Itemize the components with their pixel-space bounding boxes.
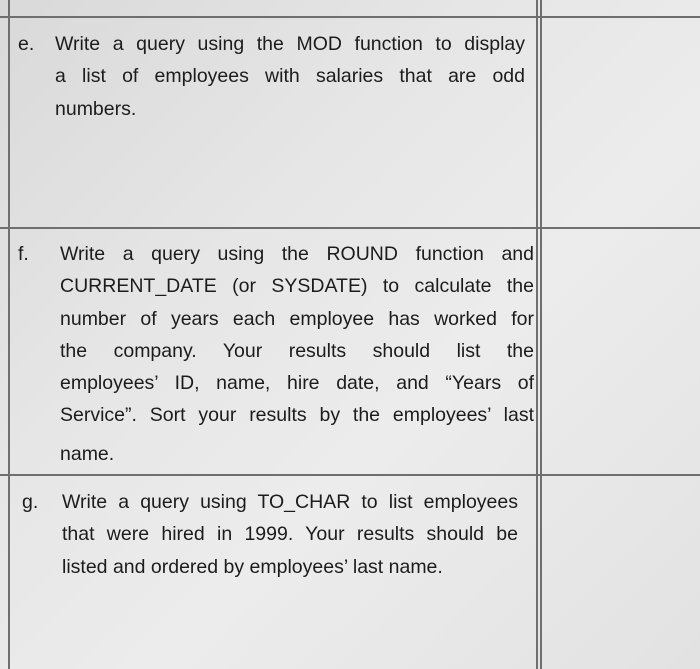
question-line: Service”. Sort your results by the employees’ last [60, 404, 534, 427]
question-line: a list of employees with salaries that are odd [55, 65, 525, 88]
question-line: numbers. [55, 97, 137, 120]
question-line: number of years each employee has worked for [60, 307, 534, 330]
question-line: Write a query using the MOD function to display [55, 33, 525, 55]
question-marker: e. [18, 33, 35, 55]
question-line: listed and ordered by employees’ last name. [62, 555, 443, 578]
table-top-border [0, 16, 700, 18]
row-divider-e-f [0, 227, 700, 229]
question-marker: f. [18, 243, 29, 265]
question-text [55, 28, 525, 125]
table-column-divider-2 [540, 0, 542, 669]
question-line: CURRENT_DATE (or SYSDATE) to calculate the [60, 275, 534, 298]
question-line: the company. Your results should list the [60, 339, 534, 362]
question-line: Write a query using TO_CHAR to list employees [62, 491, 518, 513]
question-marker: g. [22, 491, 39, 513]
question-line: that were hired in 1999. Your results should be [62, 523, 518, 546]
question-text [60, 238, 534, 470]
question-line: Write a query using the ROUND function and [60, 243, 534, 265]
question-line: name. [60, 442, 115, 465]
question-line: employees’ ID, name, hire date, and “Years of [60, 372, 534, 395]
question-text [62, 486, 518, 583]
row-divider-f-g [0, 474, 700, 476]
table-column-divider [536, 0, 538, 669]
table-left-border [8, 0, 10, 669]
